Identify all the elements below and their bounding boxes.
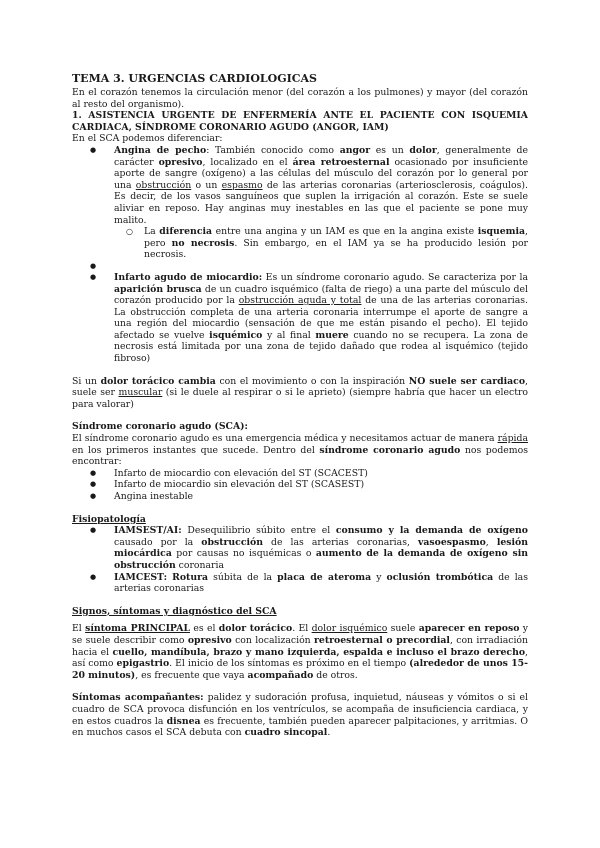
section-lead: En el SCA podemos diferenciar:: [72, 133, 223, 145]
sca-paragraph: El síndrome coronario agudo es una emergencia médica y necesitamos actuar de manera rápida en los primeros instantes que sucede. Dentro del síndrome coronario agudo nos podemos encontrar:: [72, 433, 528, 468]
list-item: ● Infarto de miocardio con elevación del ST (SCACEST): [72, 468, 528, 480]
list-item-infarto: ● Infarto agudo de miocardio: Es un síndrome coronario agudo. Se caracteriza por la aparición brusca de un cuadro isquémico (falta de riego) a una parte del músculo del corazón producido por la obstrucción aguda y total de una de las arterias coronarias. La obstrucción completa de una arteria coronaria interrumpe el aporte de sangre a una región del miocardio (sensación de que me están pisando el pecho). El tejido afectado se vuelve isquémico y al final muere cuando no se recupera. La zona de necrosis está limitada por una zona de tejido dañado que rodea al isquémico (tejido fibroso): [72, 272, 528, 365]
acompanantes-paragraph: Síntomas acompañantes: palidez y sudoración profusa, inquietud, náuseas y vómitos o si el cuadro de SCA provoca disfunción en los ventrículos, se acompaña de insuficiencia cardiaca, y en estos cuadros la disnea es frecuente, también pueden aparecer palpitaciones, y arritmias. O en muchos casos el SCA debuta con cuadro sincopal.: [72, 692, 528, 739]
fisiopatologia-heading: Fisiopatología: [72, 513, 146, 525]
list-item-diferencia: ○ La diferencia entre una angina y un IAM es que en la angina existe isquemia, pero no necrosis. Sin embargo, en el IAM ya se ha producido lesión por necrosis.: [114, 226, 528, 261]
sca-types-list: [72, 145, 528, 365]
list-item-angina: ● Angina de pecho: También conocido como angor es un dolor, generalmente de carácter opresivo, localizado en el área retroesternal ocasionado por insuficiente aporte de sangre (oxígeno) a las células del músculo del corazón por lo general por una obstrucción o un espasmo de las arterias coronarias (arteriosclerosis, coágulos). Es decir, de los vasos sanguíneos que suplen la irrigación al corazón. Este se suele aliviar en reposo. Hay anginas muy inestables en las que el paciente se pone muy malito. ○ La diferencia entre una angina y un IAM es que en la angina existe isquemia, pero no necrosis. Sin embargo, en el IAM ya se ha producido lesión por necrosis.: [72, 145, 528, 261]
list-item-iamsest: ● IAMSEST/AI: Desequilibrio súbito entre el consumo y la demanda de oxígeno causado por la obstrucción de las arterias coronarias, vasoespasmo, lesión miocárdica por causas no isquémicas o aumento de la demanda de oxígeno sin obstrucción coronaria: [72, 525, 528, 571]
list-item: ● Infarto de miocardio sin elevación del ST (SCASEST): [72, 479, 528, 491]
document-page: [72, 72, 528, 739]
list-item-iamcest: ● IAMCEST: Rotura súbita de la placa de ateroma y oclusión trombótica de las arterias coronarias: [72, 572, 528, 595]
list-item: ● Angina inestable: [72, 491, 528, 503]
signos-paragraph: El síntoma PRINCIPAL es el dolor torácico. El dolor isquémico suele aparecer en reposo y se suele describir como opresivo con localización retroesternal o precordial, con irradiación hacia el cuello, mandíbula, brazo y mano izquierda, espalda e incluso el brazo derecho, así como epigastrio. El inicio de los síntomas es próximo en el tiempo (alrededor de unos 15-20 minutos), es frecuente que vaya acompañado de otros.: [72, 623, 529, 681]
list-spacer: [72, 261, 528, 272]
sca-heading: Síndrome coronario agudo (SCA):: [72, 421, 248, 433]
dolor-toracico-paragraph: Si un dolor torácico cambia con el movimiento o con la inspiración NO suele ser cardiaco, suele ser muscular (si le duele al respirar o si le aprieto) (siempre habría que hacer un electro para valorar): [72, 375, 528, 410]
intro-paragraph: En el corazón tenemos la circulación menor (del corazón a los pulmones) y mayor (del corazón al resto del organismo).: [72, 87, 528, 110]
section-heading-asistencia: 1. ASISTENCIA URGENTE DE ENFERMERÍA ANTE EL PACIENTE CON ISQUEMIA CARDIACA, SÍNDROME CORONARIO AGUDO (ANGOR, IAM): [72, 110, 528, 133]
page-title: TEMA 3. URGENCIAS CARDIOLOGICAS: [72, 72, 317, 85]
angina-sublist: [114, 226, 528, 261]
sca-list: [72, 468, 528, 503]
signos-heading: Signos, síntomas y diagnóstico del SCA: [72, 605, 277, 617]
fisiopatologia-list: [72, 525, 528, 595]
